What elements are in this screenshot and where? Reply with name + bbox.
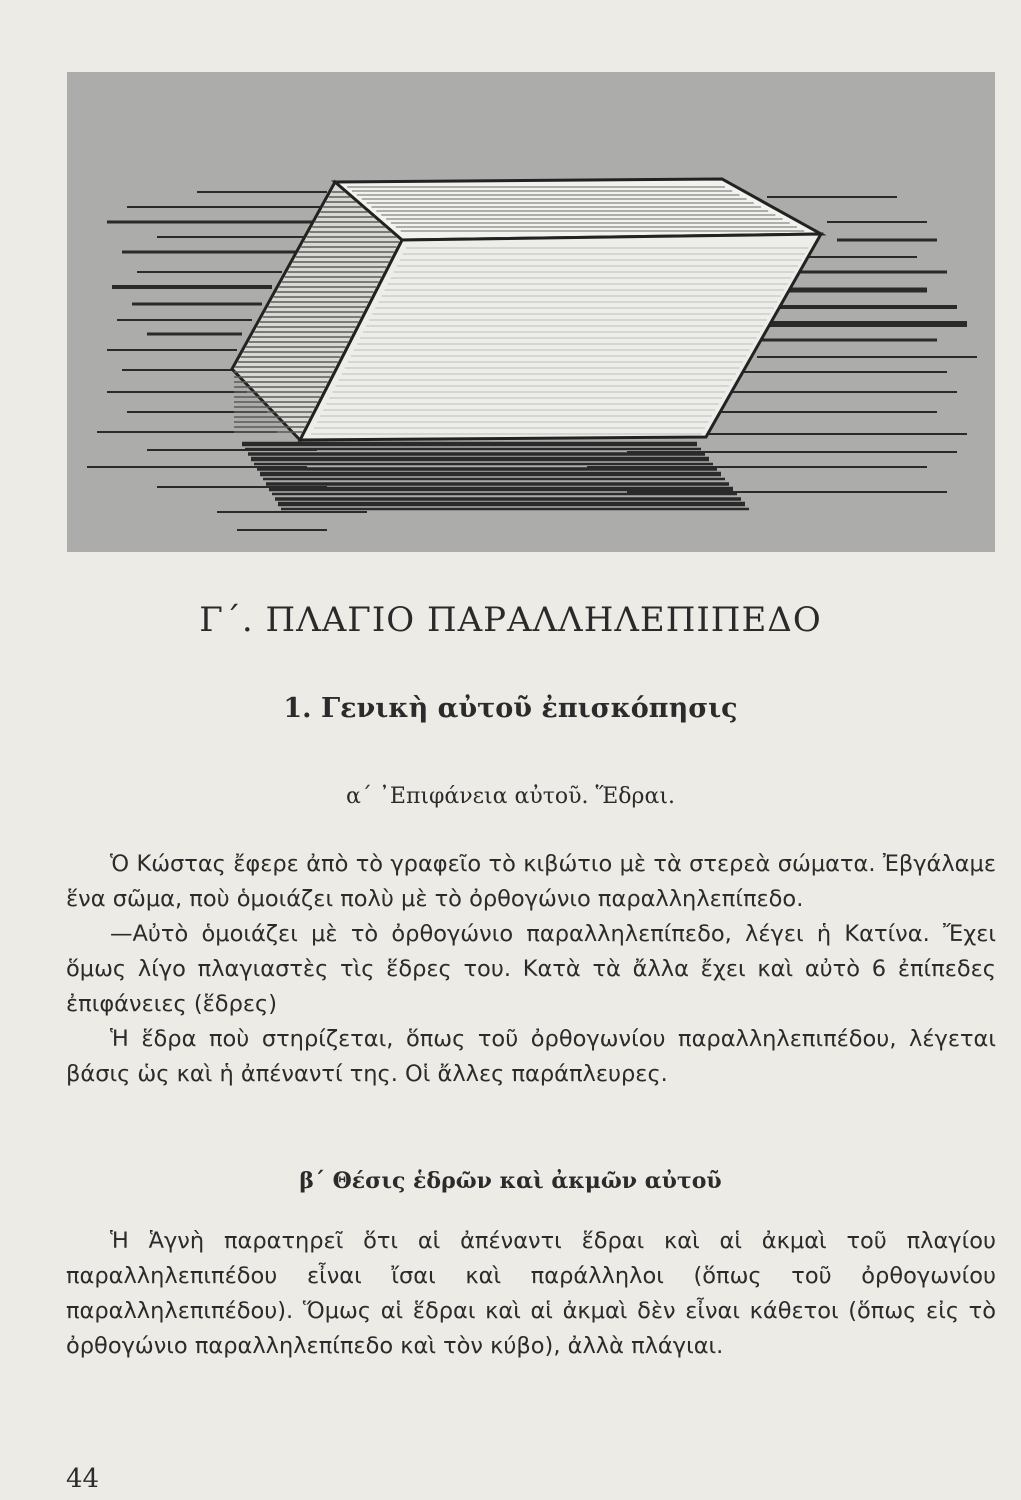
text-block-b bbox=[66, 1224, 996, 1364]
section-title: 1. Γενικὴ αὐτοῦ ἐπισκόπησις bbox=[283, 693, 738, 724]
paragraph: —Αὐτὸ ὁμοιάζει μὲ τὸ ὀρθογώνιο παραλληλεπίπεδο, λέγει ἡ Κατίνα. Ἔχει ὅμως λίγο πλαγιαστὲς τὶς ἕδρες του. Κατὰ τὰ ἄλλα ἔχει καὶ αὐτὸ 6 ἐπίπεδες ἐπιφάνειες (ἕδρες) bbox=[66, 921, 996, 1017]
subsection-surface-faces: α΄ ᾿Επιφάνεια αὐτοῦ. Ἕδραι. bbox=[346, 784, 675, 809]
paragraph: Ὁ Κώστας ἔφερε ἀπὸ τὸ γραφεῖο τὸ κιβώτιο μὲ τὰ στερεὰ σώματα. Ἐβγάλαμε ἕνα σῶμα, ποὺ ὁμοιάζει πολὺ μὲ τὸ ὀρθογώνιο παραλληλεπίπεδο. bbox=[66, 851, 996, 912]
shadow-hatching bbox=[242, 444, 749, 509]
chapter-title: Γ΄. ΠΛΑΓΙΟ ΠΑΡΑΛΛΗΛΕΠΙΠΕΔΟ bbox=[199, 600, 822, 640]
page-number: 44 bbox=[66, 1464, 100, 1494]
parallelepiped-drawing bbox=[67, 72, 995, 552]
parallelepiped-illustration bbox=[67, 72, 995, 552]
paragraph: Ἡ Ἁγνὴ παρατηρεῖ ὅτι αἱ ἀπέναντι ἕδραι καὶ αἱ ἀκμαὶ τοῦ πλαγίου παραλληλεπιπέδου εἶναι ἴσαι καὶ παράλληλοι (ὅπως τοῦ ὀρθογωνίου παραλληλεπιπέδου). Ὅμως αἱ ἕδραι καὶ αἱ ἀκμαὶ δὲν εἶναι κάθετοι (ὅπως εἰς τὸ ὀρθογώνιο παραλληλεπίπεδο καὶ τὸν κύβο), ἀλλὰ πλάγιαι. bbox=[66, 1228, 996, 1359]
paragraph: Ἡ ἕδρα ποὺ στηρίζεται, ὅπως τοῦ ὀρθογωνίου παραλληλεπιπέδου, λέγεται βάσις ὡς καὶ ἡ ἀπέναντί της. Οἱ ἄλλες παράπλευρες. bbox=[66, 1026, 996, 1087]
text-block-a bbox=[66, 847, 996, 1092]
subsection-position-faces-edges: β΄ Θέσις ἑδρῶν καὶ ἀκμῶν αὐτοῦ bbox=[299, 1168, 722, 1194]
